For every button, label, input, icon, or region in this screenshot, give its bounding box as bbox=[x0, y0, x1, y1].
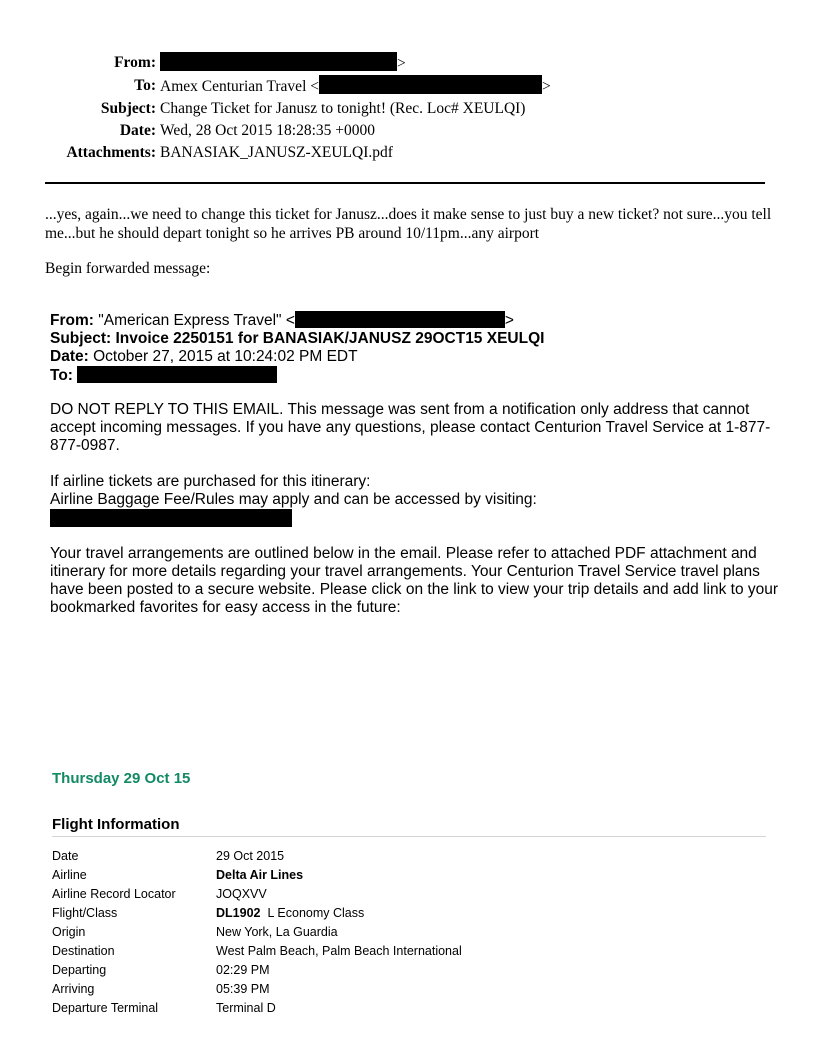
fwd-date-row bbox=[50, 348, 780, 366]
row-label: Arriving bbox=[52, 981, 95, 996]
email-body: ...yes, again...we need to change this ticket for Janusz...does it make sense to just buy a new ticket? not sure...you tell me...but he should depart tonight so he arrives PB around 10/11pm...any airport bbox=[45, 206, 772, 242]
section-divider bbox=[52, 836, 766, 837]
row-label: Departing bbox=[52, 962, 107, 977]
table-row bbox=[52, 941, 462, 960]
baggage-line-1: If airline tickets are purchased for this itinerary: bbox=[50, 473, 371, 490]
row-label: Date bbox=[52, 848, 79, 863]
baggage-link[interactable] bbox=[50, 509, 780, 527]
day-heading: Thursday 29 Oct 15 bbox=[52, 770, 191, 787]
email-header bbox=[0, 52, 551, 164]
table-row bbox=[52, 960, 462, 979]
row-value: Terminal D bbox=[216, 1000, 276, 1015]
row-label: Departure Terminal bbox=[52, 1000, 159, 1015]
table-row bbox=[52, 846, 462, 865]
baggage-info bbox=[50, 473, 780, 527]
header-divider bbox=[45, 182, 765, 184]
table-row bbox=[52, 922, 462, 941]
fwd-from-label: From: bbox=[50, 312, 94, 329]
forwarded-header bbox=[50, 311, 780, 385]
fwd-from-suffix: > bbox=[504, 312, 514, 329]
attachment-filename[interactable]: BANASIAK_JANUSZ-XEULQI.pdf bbox=[160, 144, 393, 161]
fwd-from-value: "American Express Travel" < bbox=[98, 312, 295, 329]
row-label: Airline Record Locator bbox=[52, 886, 176, 901]
no-reply-notice: DO NOT REPLY TO THIS EMAIL. This message was sent from a notification only address that cannot accept incoming messages. If you have any questions, please contact Centurion Travel Service at 1-877-877-0987. bbox=[50, 401, 771, 454]
table-row bbox=[52, 865, 462, 884]
fwd-to-row bbox=[50, 366, 780, 385]
redaction-block bbox=[50, 509, 292, 527]
attachments-row bbox=[0, 142, 551, 164]
date-row bbox=[0, 120, 551, 142]
row-label: Destination bbox=[52, 943, 115, 958]
date-label: Date: bbox=[119, 122, 156, 139]
row-value: JOQXVV bbox=[216, 886, 267, 901]
fwd-subject-label: Subject: bbox=[50, 330, 112, 347]
row-label: Airline bbox=[52, 867, 87, 882]
redaction-block bbox=[295, 311, 505, 328]
redaction-block bbox=[160, 52, 397, 71]
subject-row bbox=[0, 98, 551, 120]
to-row bbox=[0, 75, 551, 98]
date-value: Wed, 28 Oct 2015 18:28:35 +0000 bbox=[160, 122, 376, 139]
row-value bbox=[216, 903, 462, 922]
flight-class: L Economy Class bbox=[267, 905, 365, 920]
row-value bbox=[216, 865, 462, 884]
fwd-date-value: October 27, 2015 at 10:24:02 PM EDT bbox=[93, 348, 358, 365]
fwd-subject-value: Invoice 2250151 for BANASIAK/JANUSZ 29OCT15 XEULQI bbox=[115, 330, 545, 347]
flight-info-heading: Flight Information bbox=[52, 816, 180, 833]
baggage-line-2: Airline Baggage Fee/Rules may apply and can be accessed by visiting: bbox=[50, 491, 537, 508]
fwd-to-label: To: bbox=[50, 367, 73, 384]
from-suffix: > bbox=[397, 55, 406, 72]
from-value bbox=[160, 52, 406, 75]
row-value: West Palm Beach, Palm Beach International bbox=[216, 943, 462, 958]
table-row bbox=[52, 884, 462, 903]
from-row bbox=[0, 52, 551, 75]
redaction-block bbox=[77, 366, 277, 383]
from-label: From: bbox=[114, 54, 156, 71]
fwd-date-label: Date: bbox=[50, 348, 89, 365]
attachments-label: Attachments: bbox=[66, 144, 156, 161]
subject-value: Change Ticket for Janusz to tonight! (Rec. Loc# XEULQI) bbox=[160, 100, 526, 117]
row-value: 02:29 PM bbox=[216, 962, 270, 977]
subject-label: Subject: bbox=[100, 100, 156, 117]
fwd-subject-row bbox=[50, 330, 780, 348]
row-value: New York, La Guardia bbox=[216, 924, 338, 939]
table-row bbox=[52, 903, 462, 922]
row-label: Origin bbox=[52, 924, 86, 939]
row-value: 05:39 PM bbox=[216, 981, 270, 996]
airline-name: Delta Air Lines bbox=[216, 867, 304, 882]
forward-intro: Begin forwarded message: bbox=[45, 260, 211, 277]
table-row bbox=[52, 998, 462, 1017]
fwd-from-row bbox=[50, 311, 780, 330]
row-label: Flight/Class bbox=[52, 905, 118, 920]
arrangements-text: Your travel arrangements are outlined below in the email. Please refer to attached PDF attachment and itinerary for more details regarding your travel arrangements. Your Centurion Travel Service travel plans have been posted to a secure website. Please click on the link to view your trip details and add link to your bookmarked favorites for easy access in the future: bbox=[50, 545, 779, 616]
table-row bbox=[52, 979, 462, 998]
to-label: To: bbox=[134, 77, 156, 94]
to-suffix: > bbox=[542, 78, 551, 95]
flight-number: DL1902 bbox=[216, 905, 261, 920]
to-value bbox=[160, 75, 551, 98]
row-value: 29 Oct 2015 bbox=[216, 848, 285, 863]
redaction-block bbox=[319, 75, 542, 94]
to-prefix: Amex Centurian Travel < bbox=[160, 78, 319, 95]
flight-info-table bbox=[52, 846, 462, 1017]
